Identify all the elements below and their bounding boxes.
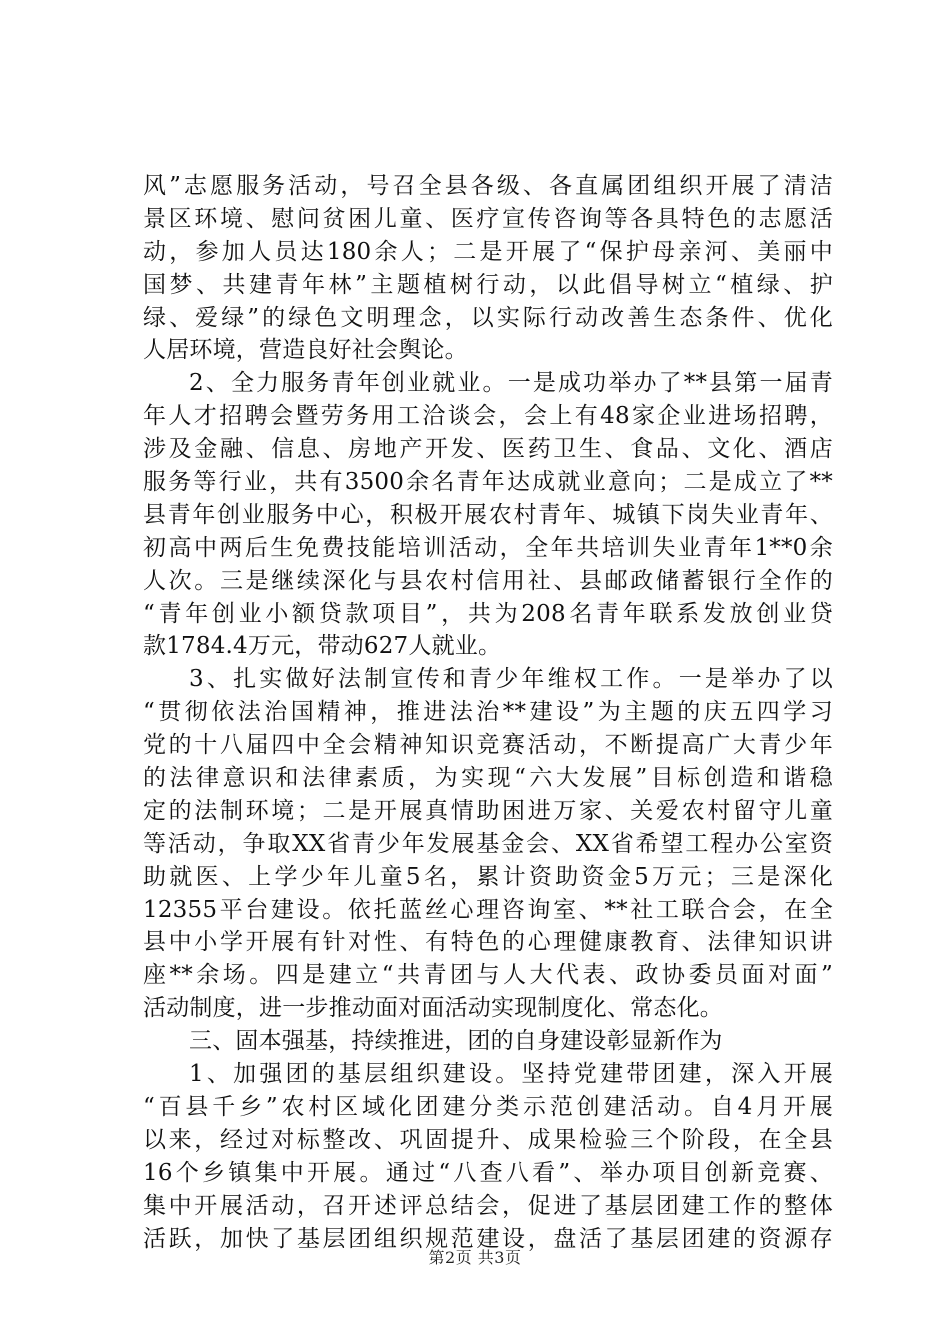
text-line: 座**余场。四是建立“共青团与人大代表、政协委员面对面” bbox=[143, 962, 833, 989]
text-line: 初高中两后生免费技能培训活动，全年共培训失业青年1**0余 bbox=[143, 534, 833, 561]
text-line: 景区环境、慰问贫困儿童、医疗宣传咨询等各具特色的志愿活 bbox=[143, 205, 833, 232]
text-line: 款1784.4万元，带动627人就业。 bbox=[143, 633, 502, 660]
text-line: 定的法制环境；二是开展真情助困进万家、关爱农村留守儿童 bbox=[143, 797, 833, 824]
document-body bbox=[143, 170, 833, 1255]
text-line: 12355平台建设。依托蓝丝心理咨询室、**社工联合会，在全 bbox=[143, 896, 833, 923]
text-line: 以来，经过对标整改、巩固提升、成果检验三个阶段，在全县 bbox=[143, 1126, 833, 1153]
text-line: 服务等行业，共有3500余名青年达成就业意向；二是成立了** bbox=[143, 469, 833, 496]
text-line: 风”志愿服务活动，号召全县各级、各直属团组织开展了清洁 bbox=[143, 173, 833, 199]
text-line: 的法律意识和法律素质，为实现“六大发展”目标创造和谐稳 bbox=[143, 765, 833, 792]
text-line: 动，参加人员达180余人；二是开展了“保护母亲河、美丽中 bbox=[143, 238, 833, 265]
text-line: 助就医、上学少年儿童5名，累计资助资金5万元；三是深化 bbox=[143, 863, 833, 890]
text-line: 县青年创业服务中心，积极开展农村青年、城镇下岗失业青年、 bbox=[143, 501, 833, 528]
text-line: 涉及金融、信息、房地产开发、医药卫生、食品、文化、酒店 bbox=[143, 436, 833, 463]
text-line: 活动制度，进一步推动面对面活动实现制度化、常态化。 bbox=[143, 995, 723, 1022]
text-line: 三、固本强基，持续推进，团的自身建设彰显新作为 bbox=[189, 1028, 723, 1055]
text-line: 人次。三是继续深化与县农村信用社、县邮政储蓄银行全作的 bbox=[143, 567, 833, 594]
text-line: 活跃，加快了基层团组织规范建设，盘活了基层团建的资源存 bbox=[143, 1225, 833, 1252]
text-line: 人居环境，营造良好社会舆论。 bbox=[143, 337, 468, 364]
text-line: “贯彻依法治国精神，推进法治**建设”为主题的庆五四学习 bbox=[143, 699, 833, 726]
text-line: 绿、爱绿”的绿色文明理念，以实际行动改善生态条件、优化 bbox=[143, 304, 833, 331]
text-line: 2、全力服务青年创业就业。一是成功举办了**县第一届青 bbox=[189, 370, 833, 397]
text-line: 集中开展活动，召开述评总结会，促进了基层团建工作的整体 bbox=[143, 1192, 833, 1219]
text-line: 16个乡镇集中开展。通过“八查八看”、举办项目创新竞赛、 bbox=[143, 1159, 833, 1186]
text-line: 3、扎实做好法制宣传和青少年维权工作。一是举办了以 bbox=[189, 666, 833, 693]
text-line: “青年创业小额贷款项目”，共为208名青年联系发放创业贷 bbox=[143, 600, 833, 627]
text-line: 党的十八届四中全会精神知识竞赛活动，不断提高广大青少年 bbox=[143, 732, 833, 759]
page-footer: 第2页 共3页 bbox=[428, 1248, 522, 1267]
text-line: “百县千乡”农村区域化团建分类示范创建活动。自4月开展 bbox=[143, 1093, 833, 1120]
text-line: 县中小学开展有针对性、有特色的心理健康教育、法律知识讲 bbox=[143, 929, 833, 956]
text-line: 年人才招聘会暨劳务用工洽谈会，会上有48家企业进场招聘， bbox=[143, 403, 833, 430]
text-line: 国梦、共建青年林”主题植树行动，以此倡导树立“植绿、护 bbox=[143, 271, 833, 298]
text-line: 1、加强团的基层组织建设。坚持党建带团建，深入开展 bbox=[189, 1061, 833, 1088]
text-line: 等活动，争取XX省青少年发展基金会、XX省希望工程办公室资 bbox=[143, 830, 833, 857]
